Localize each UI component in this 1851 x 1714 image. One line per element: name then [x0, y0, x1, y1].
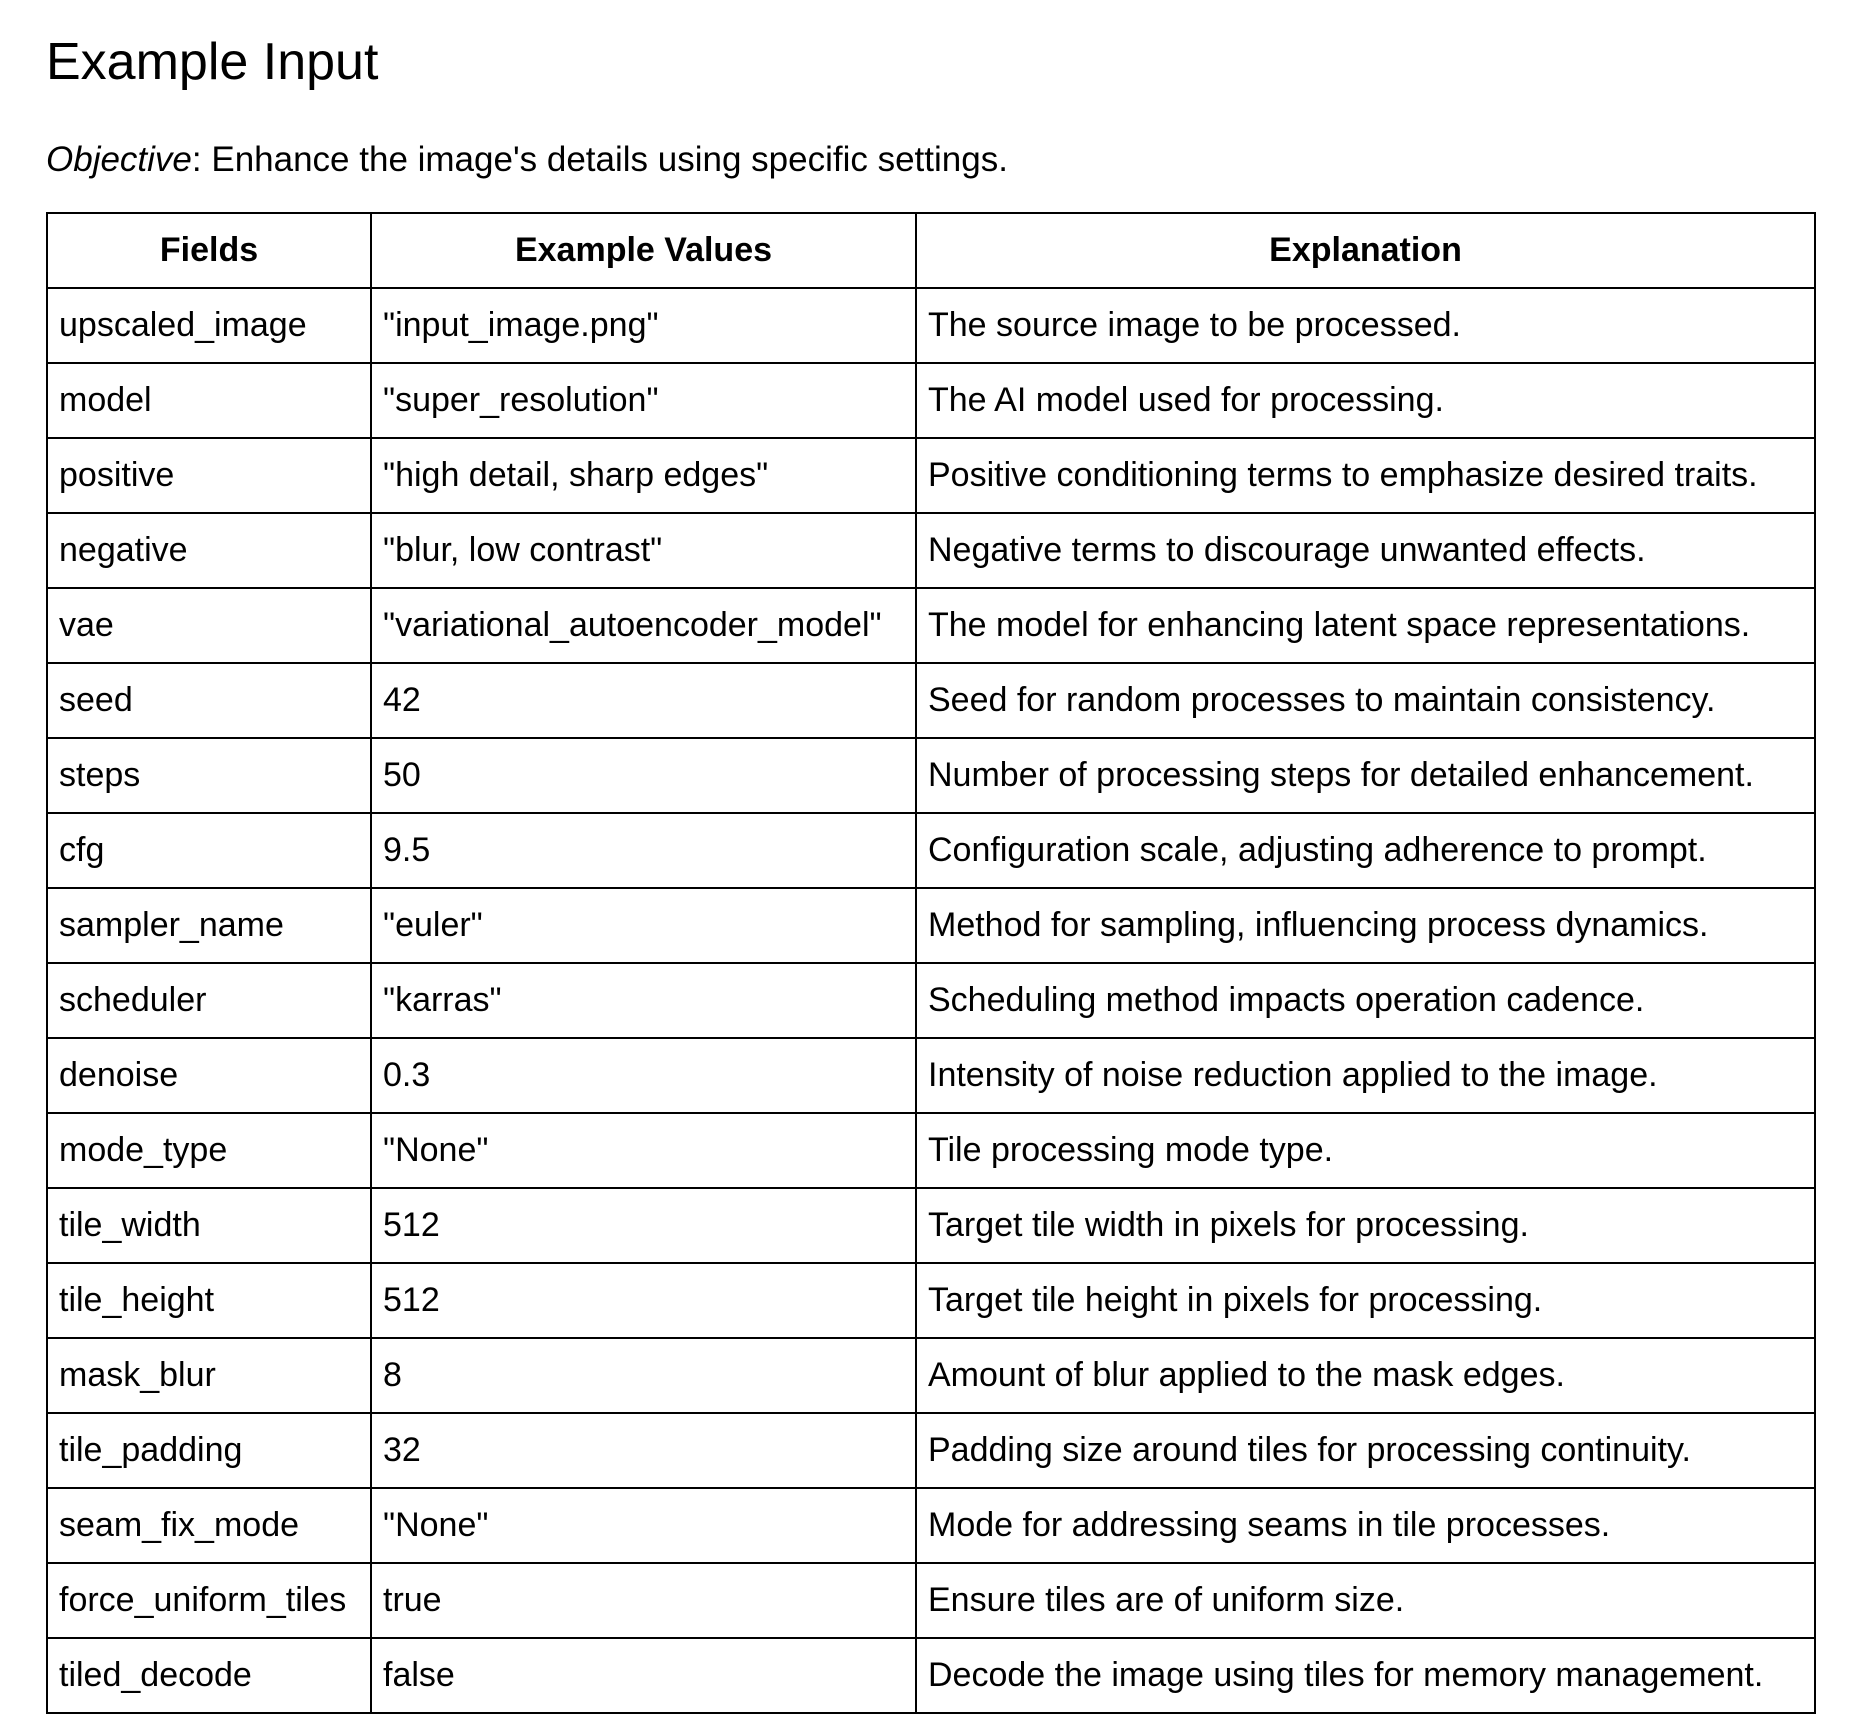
table-row: [47, 1413, 1815, 1488]
table-row: [47, 1338, 1815, 1413]
field-name-cell: tile_height: [47, 1263, 371, 1338]
field-name-cell: positive: [47, 438, 371, 513]
field-name-cell: upscaled_image: [47, 288, 371, 363]
field-name-cell: steps: [47, 738, 371, 813]
table-body: [47, 288, 1815, 1713]
objective-label: Objective: [46, 140, 192, 179]
field-name-cell: vae: [47, 588, 371, 663]
explanation-cell: The source image to be processed.: [916, 288, 1815, 363]
example-value-cell: false: [371, 1638, 916, 1713]
field-name-cell: cfg: [47, 813, 371, 888]
field-name-cell: denoise: [47, 1038, 371, 1113]
example-value-cell: "high detail, sharp edges": [371, 438, 916, 513]
example-value-cell: "karras": [371, 963, 916, 1038]
explanation-cell: Seed for random processes to maintain consistency.: [916, 663, 1815, 738]
field-name-cell: tiled_decode: [47, 1638, 371, 1713]
fields-table: [46, 212, 1816, 1714]
table-row: [47, 513, 1815, 588]
table-row: [47, 813, 1815, 888]
example-value-cell: 512: [371, 1263, 916, 1338]
objective-text: : Enhance the image's details using specific settings.: [191, 140, 1008, 179]
example-value-cell: "None": [371, 1488, 916, 1563]
explanation-cell: Mode for addressing seams in tile processes.: [916, 1488, 1815, 1563]
table-row: [47, 1488, 1815, 1563]
example-value-cell: 0.3: [371, 1038, 916, 1113]
example-value-cell: "euler": [371, 888, 916, 963]
field-name-cell: seed: [47, 663, 371, 738]
field-name-cell: mask_blur: [47, 1338, 371, 1413]
example-value-cell: "None": [371, 1113, 916, 1188]
example-value-cell: 42: [371, 663, 916, 738]
example-value-cell: "super_resolution": [371, 363, 916, 438]
field-name-cell: seam_fix_mode: [47, 1488, 371, 1563]
field-name-cell: negative: [47, 513, 371, 588]
header-explanation: Explanation: [916, 213, 1815, 288]
explanation-cell: Method for sampling, influencing process dynamics.: [916, 888, 1815, 963]
explanation-cell: Scheduling method impacts operation cadence.: [916, 963, 1815, 1038]
example-value-cell: true: [371, 1563, 916, 1638]
field-name-cell: mode_type: [47, 1113, 371, 1188]
table-row: [47, 1113, 1815, 1188]
example-value-cell: "blur, low contrast": [371, 513, 916, 588]
example-value-cell: "input_image.png": [371, 288, 916, 363]
objective-line: [46, 138, 1826, 182]
field-name-cell: model: [47, 363, 371, 438]
table-row: [47, 963, 1815, 1038]
explanation-cell: Decode the image using tiles for memory management.: [916, 1638, 1815, 1713]
explanation-cell: Number of processing steps for detailed enhancement.: [916, 738, 1815, 813]
field-name-cell: tile_width: [47, 1188, 371, 1263]
explanation-cell: Amount of blur applied to the mask edges.: [916, 1338, 1815, 1413]
explanation-cell: The model for enhancing latent space representations.: [916, 588, 1815, 663]
table-row: [47, 1038, 1815, 1113]
table-header-row: [47, 213, 1815, 288]
page-title: Example Input: [46, 33, 379, 91]
table-row: [47, 288, 1815, 363]
table-row: [47, 1638, 1815, 1713]
explanation-cell: Configuration scale, adjusting adherence to prompt.: [916, 813, 1815, 888]
example-value-cell: 512: [371, 1188, 916, 1263]
example-value-cell: 32: [371, 1413, 916, 1488]
explanation-cell: Padding size around tiles for processing continuity.: [916, 1413, 1815, 1488]
explanation-cell: Target tile width in pixels for processing.: [916, 1188, 1815, 1263]
explanation-cell: Negative terms to discourage unwanted effects.: [916, 513, 1815, 588]
field-name-cell: scheduler: [47, 963, 371, 1038]
example-value-cell: "variational_autoencoder_model": [371, 588, 916, 663]
table-row: [47, 1188, 1815, 1263]
table-row: [47, 738, 1815, 813]
field-name-cell: sampler_name: [47, 888, 371, 963]
example-value-cell: 9.5: [371, 813, 916, 888]
document: [46, 30, 1826, 1694]
explanation-cell: Positive conditioning terms to emphasize desired traits.: [916, 438, 1815, 513]
explanation-cell: The AI model used for processing.: [916, 363, 1815, 438]
explanation-cell: Target tile height in pixels for processing.: [916, 1263, 1815, 1338]
table-row: [47, 588, 1815, 663]
field-name-cell: force_uniform_tiles: [47, 1563, 371, 1638]
table-row: [47, 1263, 1815, 1338]
header-example-values: Example Values: [371, 213, 916, 288]
table-row: [47, 663, 1815, 738]
example-value-cell: 8: [371, 1338, 916, 1413]
table-row: [47, 888, 1815, 963]
explanation-cell: Intensity of noise reduction applied to the image.: [916, 1038, 1815, 1113]
table-row: [47, 438, 1815, 513]
explanation-cell: Tile processing mode type.: [916, 1113, 1815, 1188]
explanation-cell: Ensure tiles are of uniform size.: [916, 1563, 1815, 1638]
header-fields: Fields: [47, 213, 371, 288]
field-name-cell: tile_padding: [47, 1413, 371, 1488]
example-value-cell: 50: [371, 738, 916, 813]
table-row: [47, 1563, 1815, 1638]
table-row: [47, 363, 1815, 438]
